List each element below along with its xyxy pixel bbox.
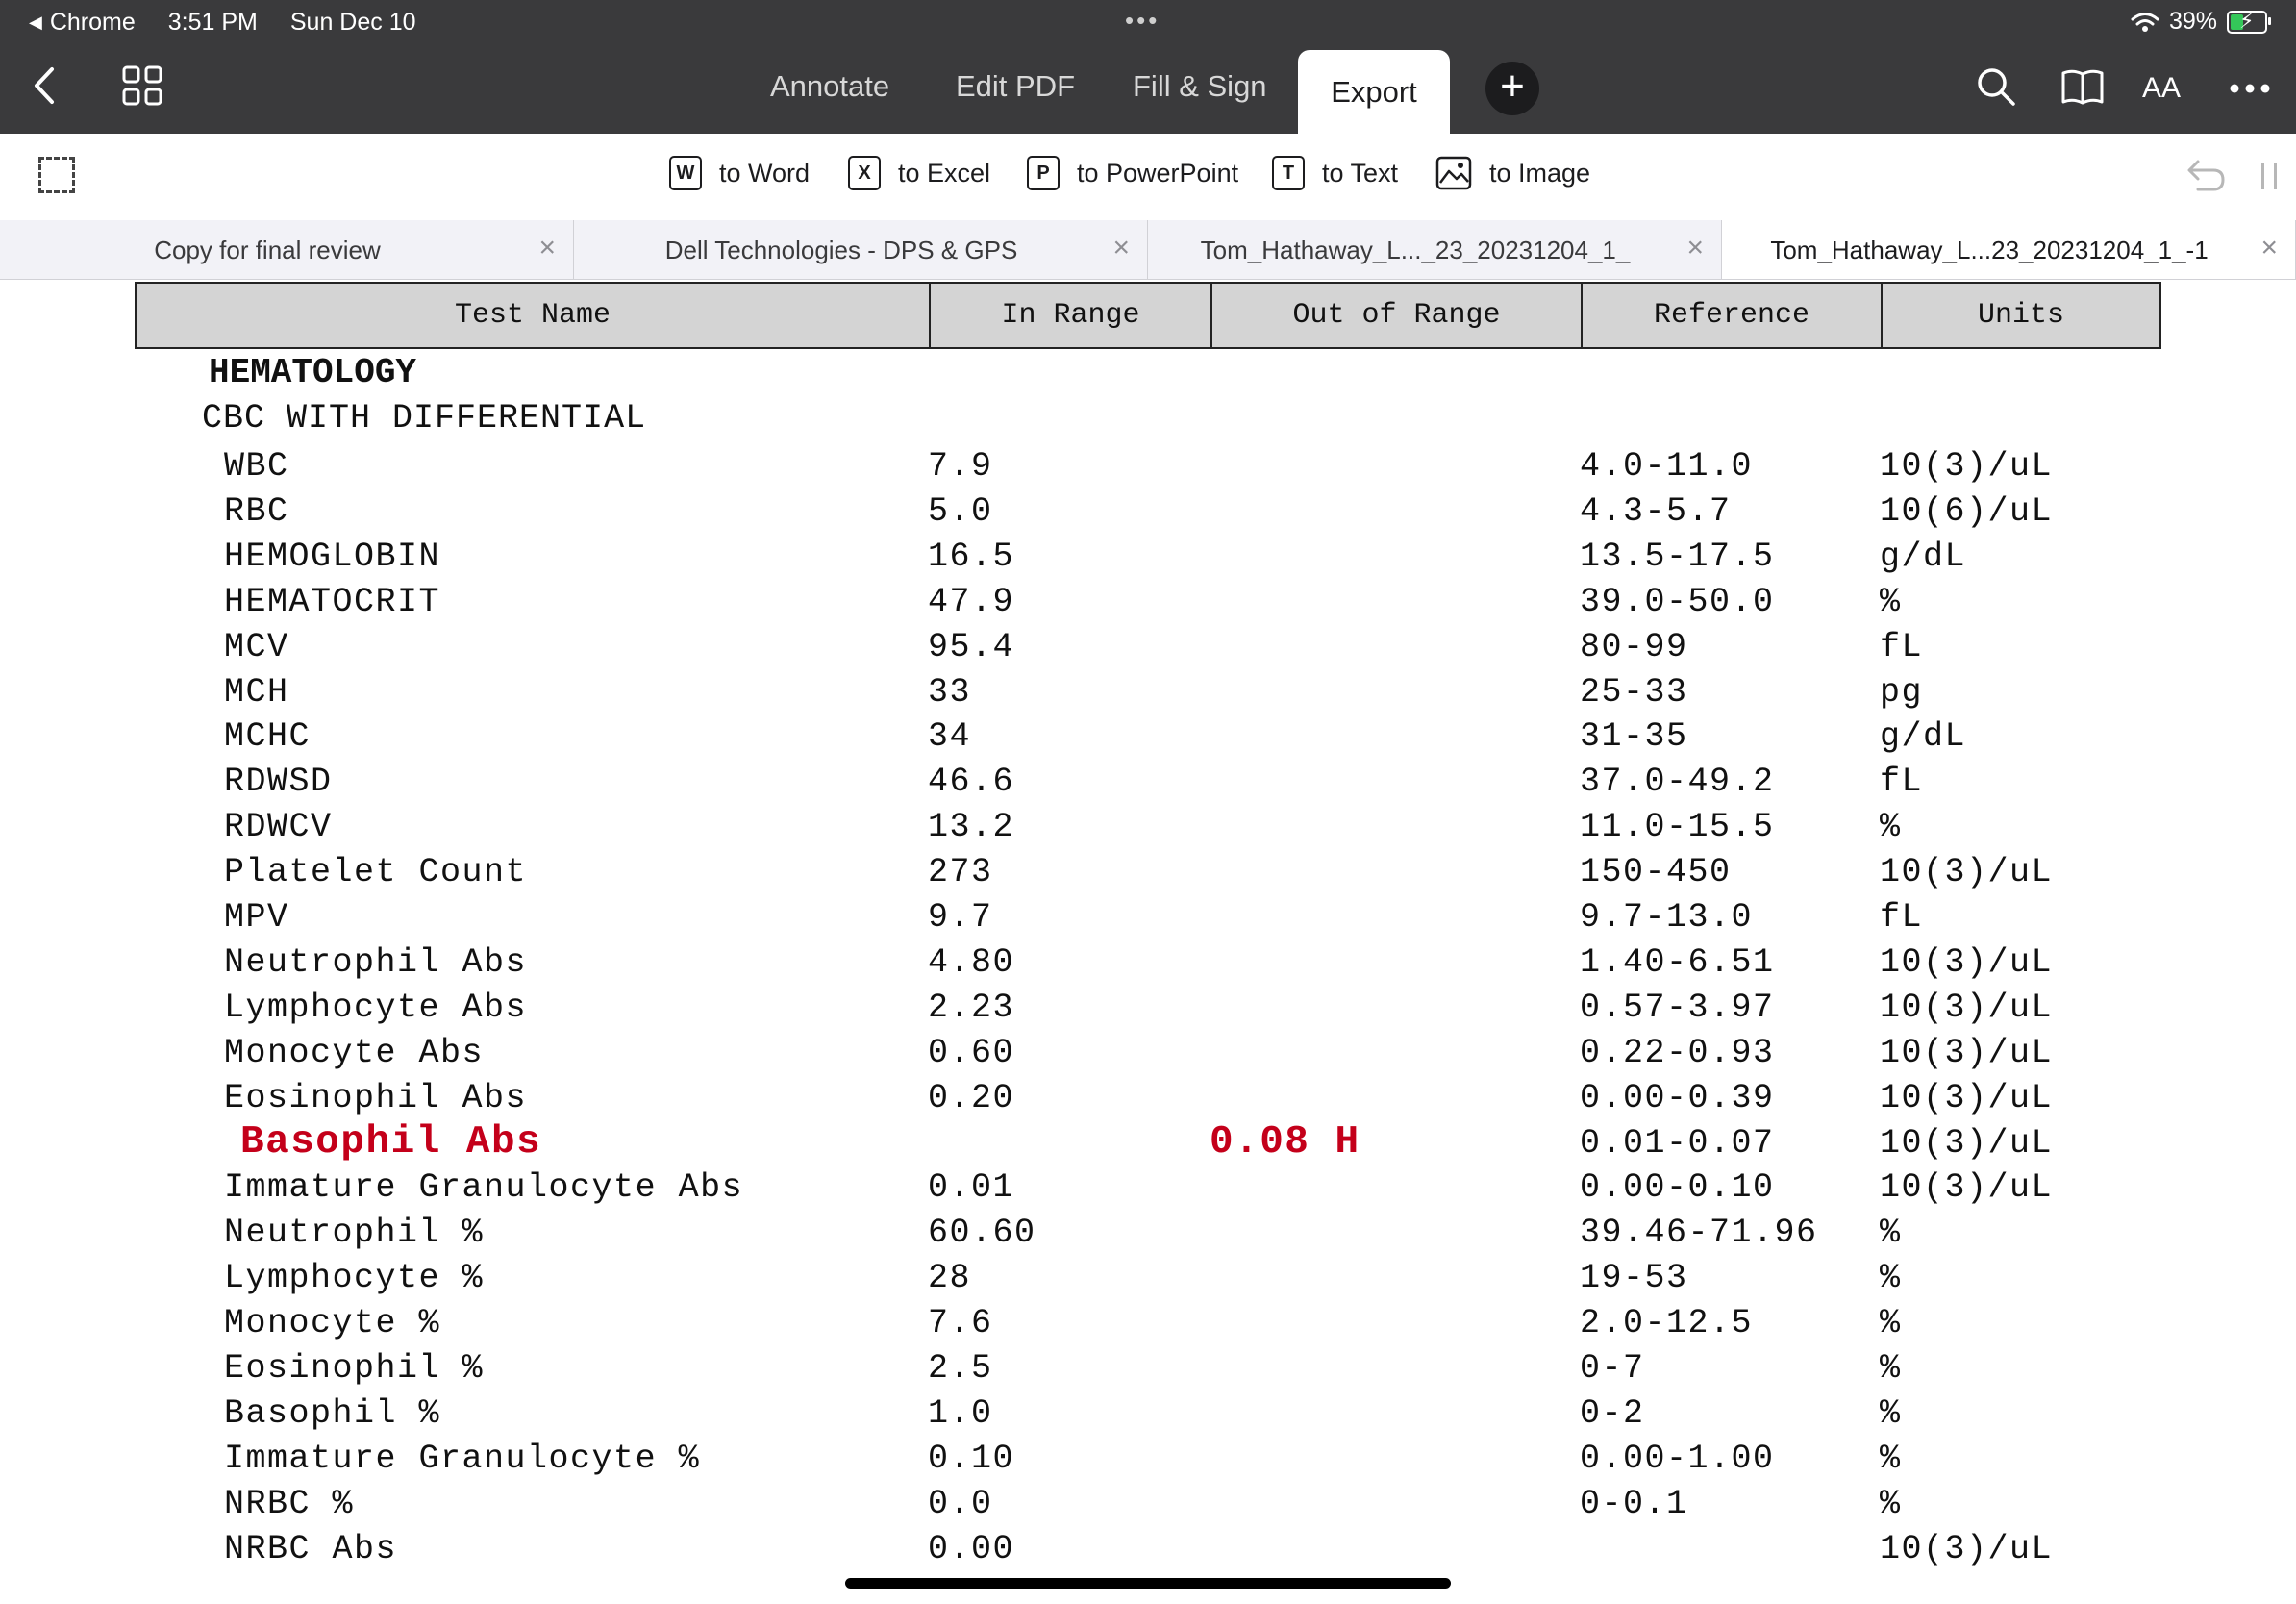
doc-tab-title: Copy for final review — [154, 236, 381, 264]
units-cell: 10(3)/uL — [1880, 853, 2054, 891]
battery-icon — [2227, 8, 2267, 34]
close-icon[interactable]: × — [538, 232, 556, 263]
test-name-cell: MCH — [224, 673, 289, 712]
units-cell: 10(3)/uL — [1880, 943, 2054, 982]
in-range-cell: 0.00 — [928, 1530, 1015, 1568]
units-cell: 10(3)/uL — [1880, 1079, 2054, 1117]
in-range-cell: 0.01 — [928, 1168, 1015, 1207]
table-row — [0, 1485, 2296, 1529]
header-test-name: Test Name — [454, 299, 611, 332]
test-name-cell: MPV — [224, 898, 289, 937]
export-to-text-button[interactable] — [1272, 156, 1398, 190]
export-to-excel-button[interactable] — [848, 156, 990, 190]
panel-title: CBC WITH DIFFERENTIAL — [202, 399, 647, 438]
table-row — [0, 1304, 2296, 1348]
doc-tab-title: Tom_Hathaway_L..._23_20231204_1_ — [1200, 236, 1631, 264]
units-cell: % — [1880, 1304, 1902, 1342]
in-range-cell: 33 — [928, 673, 972, 712]
multitasking-dots-icon[interactable]: ••• — [1125, 6, 1160, 35]
test-name-cell: Basophil % — [224, 1394, 441, 1433]
in-range-cell: 60.60 — [928, 1214, 1036, 1252]
units-cell: 10(3)/uL — [1880, 1530, 2054, 1568]
doc-tab-title: Tom_Hathaway_L...23_20231204_1_-1 — [1770, 236, 2209, 264]
units-cell: % — [1880, 583, 1902, 621]
export-to-powerpoint-label: to PowerPoint — [1077, 158, 1239, 188]
table-row — [0, 808, 2296, 852]
doc-tab-copy-for-final-review[interactable] — [0, 220, 574, 279]
close-icon[interactable]: × — [1112, 232, 1130, 263]
reference-cell: 11.0-15.5 — [1580, 808, 1775, 846]
export-to-image-button[interactable] — [1435, 156, 1590, 190]
table-row — [0, 853, 2296, 897]
in-range-cell: 1.0 — [928, 1394, 993, 1433]
units-cell: % — [1880, 808, 1902, 846]
units-cell: fL — [1880, 898, 1924, 937]
test-name-cell: MCV — [224, 628, 289, 666]
units-cell: % — [1880, 1440, 1902, 1478]
table-row — [0, 583, 2296, 627]
charging-bolt-icon: ⚡ — [2239, 8, 2255, 33]
header-out-of-range: Out of Range — [1210, 284, 1581, 347]
table-row — [0, 1168, 2296, 1213]
app-toolbar — [0, 0, 2296, 134]
units-cell: 10(3)/uL — [1880, 1034, 2054, 1072]
back-to-app-icon[interactable]: ◀ — [29, 13, 42, 32]
in-range-cell: 273 — [928, 853, 993, 891]
status-date: Sun Dec 10 — [289, 9, 416, 36]
test-name-cell: Monocyte Abs — [224, 1034, 485, 1072]
export-to-powerpoint-button[interactable] — [1027, 156, 1238, 190]
table-row — [0, 1079, 2296, 1123]
in-range-cell: 16.5 — [928, 538, 1015, 576]
in-range-cell: 13.2 — [928, 808, 1015, 846]
test-name-cell: Platelet Count — [224, 853, 528, 891]
wifi-icon — [2131, 12, 2159, 33]
test-name-cell: RDWSD — [224, 763, 333, 801]
reference-cell: 4.0-11.0 — [1580, 447, 1754, 486]
excel-icon: X — [848, 156, 881, 190]
export-to-excel-label: to Excel — [898, 158, 991, 188]
table-row — [0, 1394, 2296, 1439]
units-cell: g/dL — [1880, 717, 1967, 756]
units-cell: 10(3)/uL — [1880, 447, 2054, 486]
in-range-cell: 0.10 — [928, 1440, 1015, 1478]
status-right — [2131, 8, 2267, 36]
word-icon: W — [669, 156, 702, 190]
units-cell: g/dL — [1880, 538, 1967, 576]
export-to-word-button[interactable] — [669, 156, 810, 190]
close-icon[interactable]: × — [2260, 232, 2278, 263]
tab-fill-sign[interactable]: Fill & Sign — [1133, 69, 1267, 103]
tab-edit-pdf[interactable]: Edit PDF — [956, 69, 1076, 103]
test-name-cell: HEMATOCRIT — [224, 583, 441, 621]
header-reference: Reference — [1581, 284, 1881, 347]
units-cell: 10(3)/uL — [1880, 989, 2054, 1027]
marquee-select-icon[interactable] — [38, 157, 75, 193]
in-range-cell: 5.0 — [928, 492, 993, 531]
doc-tab-dell-technologies[interactable] — [574, 220, 1148, 279]
header-units: Units — [1881, 284, 2159, 347]
reference-cell: 0.57-3.97 — [1580, 989, 1775, 1027]
in-range-cell: 2.23 — [928, 989, 1015, 1027]
text-size-label: AA — [2142, 72, 2182, 104]
units-cell: fL — [1880, 628, 1924, 666]
test-name-cell: RDWCV — [224, 808, 333, 846]
test-name-cell: Monocyte % — [224, 1304, 441, 1342]
table-row — [0, 492, 2296, 537]
reference-cell: 39.0-50.0 — [1580, 583, 1775, 621]
mode-tabs — [0, 44, 2296, 134]
reference-cell: 0.22-0.93 — [1580, 1034, 1775, 1072]
reference-cell: 13.5-17.5 — [1580, 538, 1775, 576]
table-row — [0, 1349, 2296, 1393]
status-bar — [0, 0, 2296, 44]
test-name-cell: WBC — [224, 447, 289, 486]
reference-cell: 0.00-0.10 — [1580, 1168, 1775, 1207]
table-row — [0, 628, 2296, 672]
table-row — [0, 1034, 2296, 1078]
test-name-cell: Eosinophil % — [224, 1349, 485, 1388]
powerpoint-icon: P — [1027, 156, 1060, 190]
reference-cell: 39.46-71.96 — [1580, 1214, 1818, 1252]
undo-icon[interactable] — [2184, 157, 2227, 195]
reference-cell: 31-35 — [1580, 717, 1688, 756]
in-range-cell: 0.20 — [928, 1079, 1015, 1117]
table-header — [135, 282, 2161, 349]
units-cell: pg — [1880, 673, 1924, 712]
section-title: HEMATOLOGY — [209, 353, 417, 392]
doc-tab-title: Dell Technologies - DPS & GPS — [664, 236, 1018, 264]
text-size-icon[interactable] — [2142, 60, 2181, 108]
test-name-cell: Immature Granulocyte Abs — [224, 1168, 744, 1207]
plus-icon[interactable]: + — [1485, 62, 1539, 115]
reference-cell: 0-2 — [1580, 1394, 1645, 1433]
home-indicator[interactable] — [845, 1578, 1451, 1589]
reference-cell: 150-450 — [1580, 853, 1732, 891]
units-cell: % — [1880, 1349, 1902, 1388]
test-name-cell: Immature Granulocyte % — [224, 1440, 701, 1478]
test-name-cell: Eosinophil Abs — [224, 1079, 528, 1117]
in-range-cell: 0.0 — [928, 1485, 993, 1523]
tab-annotate[interactable]: Annotate — [770, 69, 890, 103]
reference-cell: 0.01-0.07 — [1580, 1124, 1775, 1163]
units-cell: % — [1880, 1214, 1902, 1252]
tab-export[interactable]: Export — [1298, 50, 1450, 134]
doc-tab-tom-hathaway-1[interactable] — [1148, 220, 1722, 279]
doc-tab-tom-hathaway-2[interactable] — [1722, 220, 2296, 279]
battery-percent: 39% — [2168, 8, 2217, 35]
text-icon: T — [1272, 156, 1305, 190]
export-toolbar — [0, 134, 2296, 221]
document-tab-bar — [0, 220, 2296, 280]
test-name-cell: HEMOGLOBIN — [224, 538, 441, 576]
table-row — [0, 717, 2296, 762]
units-cell: % — [1880, 1394, 1902, 1433]
status-time: 3:51 PM — [167, 9, 258, 36]
in-range-cell: 95.4 — [928, 628, 1015, 666]
reference-cell: 19-53 — [1580, 1259, 1688, 1297]
in-range-cell: 2.5 — [928, 1349, 993, 1388]
reference-cell: 80-99 — [1580, 628, 1688, 666]
in-range-cell: 34 — [928, 717, 972, 756]
table-row — [0, 447, 2296, 491]
reference-cell: 25-33 — [1580, 673, 1688, 712]
test-name-cell: Lymphocyte Abs — [224, 989, 528, 1027]
reference-cell: 0.00-1.00 — [1580, 1440, 1775, 1478]
status-left — [29, 9, 449, 37]
units-cell: 10(3)/uL — [1880, 1168, 2054, 1207]
table-row — [0, 943, 2296, 988]
units-cell: fL — [1880, 763, 1924, 801]
reference-cell: 0-7 — [1580, 1349, 1645, 1388]
table-row — [0, 1259, 2296, 1303]
table-row — [0, 898, 2296, 942]
units-cell: % — [1880, 1259, 1902, 1297]
table-row — [0, 673, 2296, 717]
in-range-cell: 0.60 — [928, 1034, 1015, 1072]
test-name-cell: NRBC Abs — [224, 1530, 398, 1568]
in-range-cell: 7.9 — [928, 447, 993, 486]
table-row — [0, 763, 2296, 807]
table-row — [0, 1440, 2296, 1484]
units-cell: 10(3)/uL — [1880, 1124, 2054, 1163]
test-name-cell: Basophil Abs — [240, 1120, 542, 1165]
in-range-cell: 47.9 — [928, 583, 1015, 621]
table-row — [0, 1530, 2296, 1574]
test-name-cell: NRBC % — [224, 1485, 355, 1523]
test-name-cell: RBC — [224, 492, 289, 531]
book-icon[interactable] — [2059, 65, 2106, 108]
export-to-word-label: to Word — [719, 158, 811, 188]
pdf-page[interactable] — [0, 280, 2296, 1604]
drag-handle-icon[interactable] — [2261, 163, 2277, 189]
more-icon[interactable] — [2229, 83, 2271, 94]
search-icon[interactable] — [1975, 65, 2017, 108]
export-to-text-label: to Text — [1322, 158, 1399, 188]
table-row — [0, 1120, 2296, 1168]
out-of-range-cell: 0.08 H — [1210, 1120, 1360, 1165]
reference-cell: 0.00-0.39 — [1580, 1079, 1775, 1117]
back-to-app-label[interactable]: Chrome — [49, 9, 136, 36]
reference-cell: 37.0-49.2 — [1580, 763, 1775, 801]
reference-cell: 9.7-13.0 — [1580, 898, 1754, 937]
test-name-cell: Lymphocyte % — [224, 1259, 485, 1297]
image-icon — [1435, 156, 1472, 190]
units-cell: % — [1880, 1485, 1902, 1523]
table-row — [0, 1214, 2296, 1258]
in-range-cell: 4.80 — [928, 943, 1015, 982]
header-in-range: In Range — [929, 284, 1210, 347]
in-range-cell: 46.6 — [928, 763, 1015, 801]
table-row — [0, 538, 2296, 582]
export-to-image-label: to Image — [1489, 158, 1591, 188]
close-icon[interactable]: × — [1686, 232, 1704, 263]
test-name-cell: MCHC — [224, 717, 312, 756]
test-name-cell: Neutrophil Abs — [224, 943, 528, 982]
reference-cell: 1.40-6.51 — [1580, 943, 1775, 982]
reference-cell: 4.3-5.7 — [1580, 492, 1732, 531]
test-name-cell: Neutrophil % — [224, 1214, 485, 1252]
units-cell: 10(6)/uL — [1880, 492, 2054, 531]
reference-cell: 2.0-12.5 — [1580, 1304, 1754, 1342]
reference-cell: 0-0.1 — [1580, 1485, 1688, 1523]
in-range-cell: 9.7 — [928, 898, 993, 937]
in-range-cell: 7.6 — [928, 1304, 993, 1342]
table-row — [0, 989, 2296, 1033]
in-range-cell: 28 — [928, 1259, 972, 1297]
